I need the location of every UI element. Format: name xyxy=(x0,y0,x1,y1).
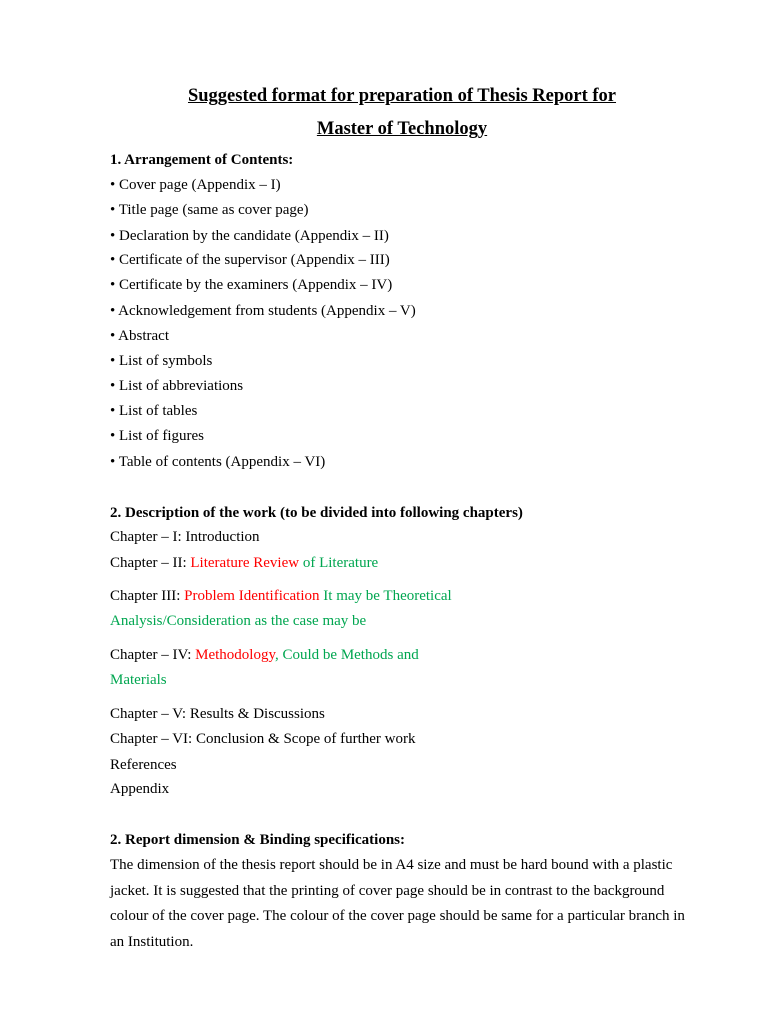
list-item: • Certificate of the supervisor (Appendix – III) xyxy=(110,252,390,268)
chapter-3-prefix: Chapter III: xyxy=(110,588,185,604)
list-item: • Acknowledgement from students (Appendix – V) xyxy=(110,303,416,319)
list-item: • Certificate by the examiners (Appendix – IV) xyxy=(110,277,393,293)
list-item: • Declaration by the candidate (Appendix – II) xyxy=(110,228,389,244)
section-3-body: The dimension of the thesis report should be in A4 size and must be hard bound with a plastic jacket. It is suggested that the printing of cover page should be in contrast to the background colour of the cover page. The colour of the cover page should be same for a particular branch in an Institution. xyxy=(110,857,685,950)
list-item: • List of symbols xyxy=(110,353,213,369)
chapter-3-continuation: Analysis/Consideration as the case may be xyxy=(110,613,367,629)
list-item: • Cover page (Appendix – I) xyxy=(110,177,281,193)
section-2-heading: 2. Description of the work (to be divided into following chapters) xyxy=(110,505,523,521)
list-item: • Abstract xyxy=(110,328,169,344)
chapter-3-red-text: Problem Identification xyxy=(184,588,320,604)
chapter-1-line: Chapter – I: Introduction xyxy=(110,529,260,545)
chapter-2-red-text: Literature Review xyxy=(190,555,300,571)
list-item: • Title page (same as cover page) xyxy=(110,202,309,218)
list-item: • Table of contents (Appendix – VI) xyxy=(110,454,326,470)
chapter-4-prefix: Chapter – IV: xyxy=(110,647,196,663)
chapter-2-prefix: Chapter – II: xyxy=(110,555,191,571)
chapter-3-green-text: It may be Theoretical xyxy=(319,588,452,604)
list-item: • List of abbreviations xyxy=(110,378,244,394)
chapter-5-line: Chapter – V: Results & Discussions xyxy=(110,706,325,722)
chapter-6-line: Chapter – VI: Conclusion & Scope of further work xyxy=(110,731,416,747)
document-title-line-2: Master of Technology xyxy=(316,119,488,139)
references-line: References xyxy=(110,757,177,773)
chapter-2-line xyxy=(110,555,378,572)
chapter-4-continuation: Materials xyxy=(110,672,167,688)
list-item: • List of tables xyxy=(110,403,198,419)
chapter-3-line xyxy=(110,588,452,605)
document-title-line-1: Suggested format for preparation of Thesis Report for xyxy=(187,86,617,106)
chapter-2-green-text: of Literature xyxy=(299,555,379,571)
chapter-4-green-text: , Could be Methods and xyxy=(274,647,419,663)
list-item: • List of figures xyxy=(110,428,204,444)
appendix-line: Appendix xyxy=(110,781,170,797)
section-1-heading: 1. Arrangement of Contents: xyxy=(110,152,294,168)
section-3-heading: 2. Report dimension & Binding specifications: xyxy=(110,832,406,848)
chapter-4-red-text: Methodology xyxy=(195,647,275,663)
chapter-4-line xyxy=(110,647,419,664)
